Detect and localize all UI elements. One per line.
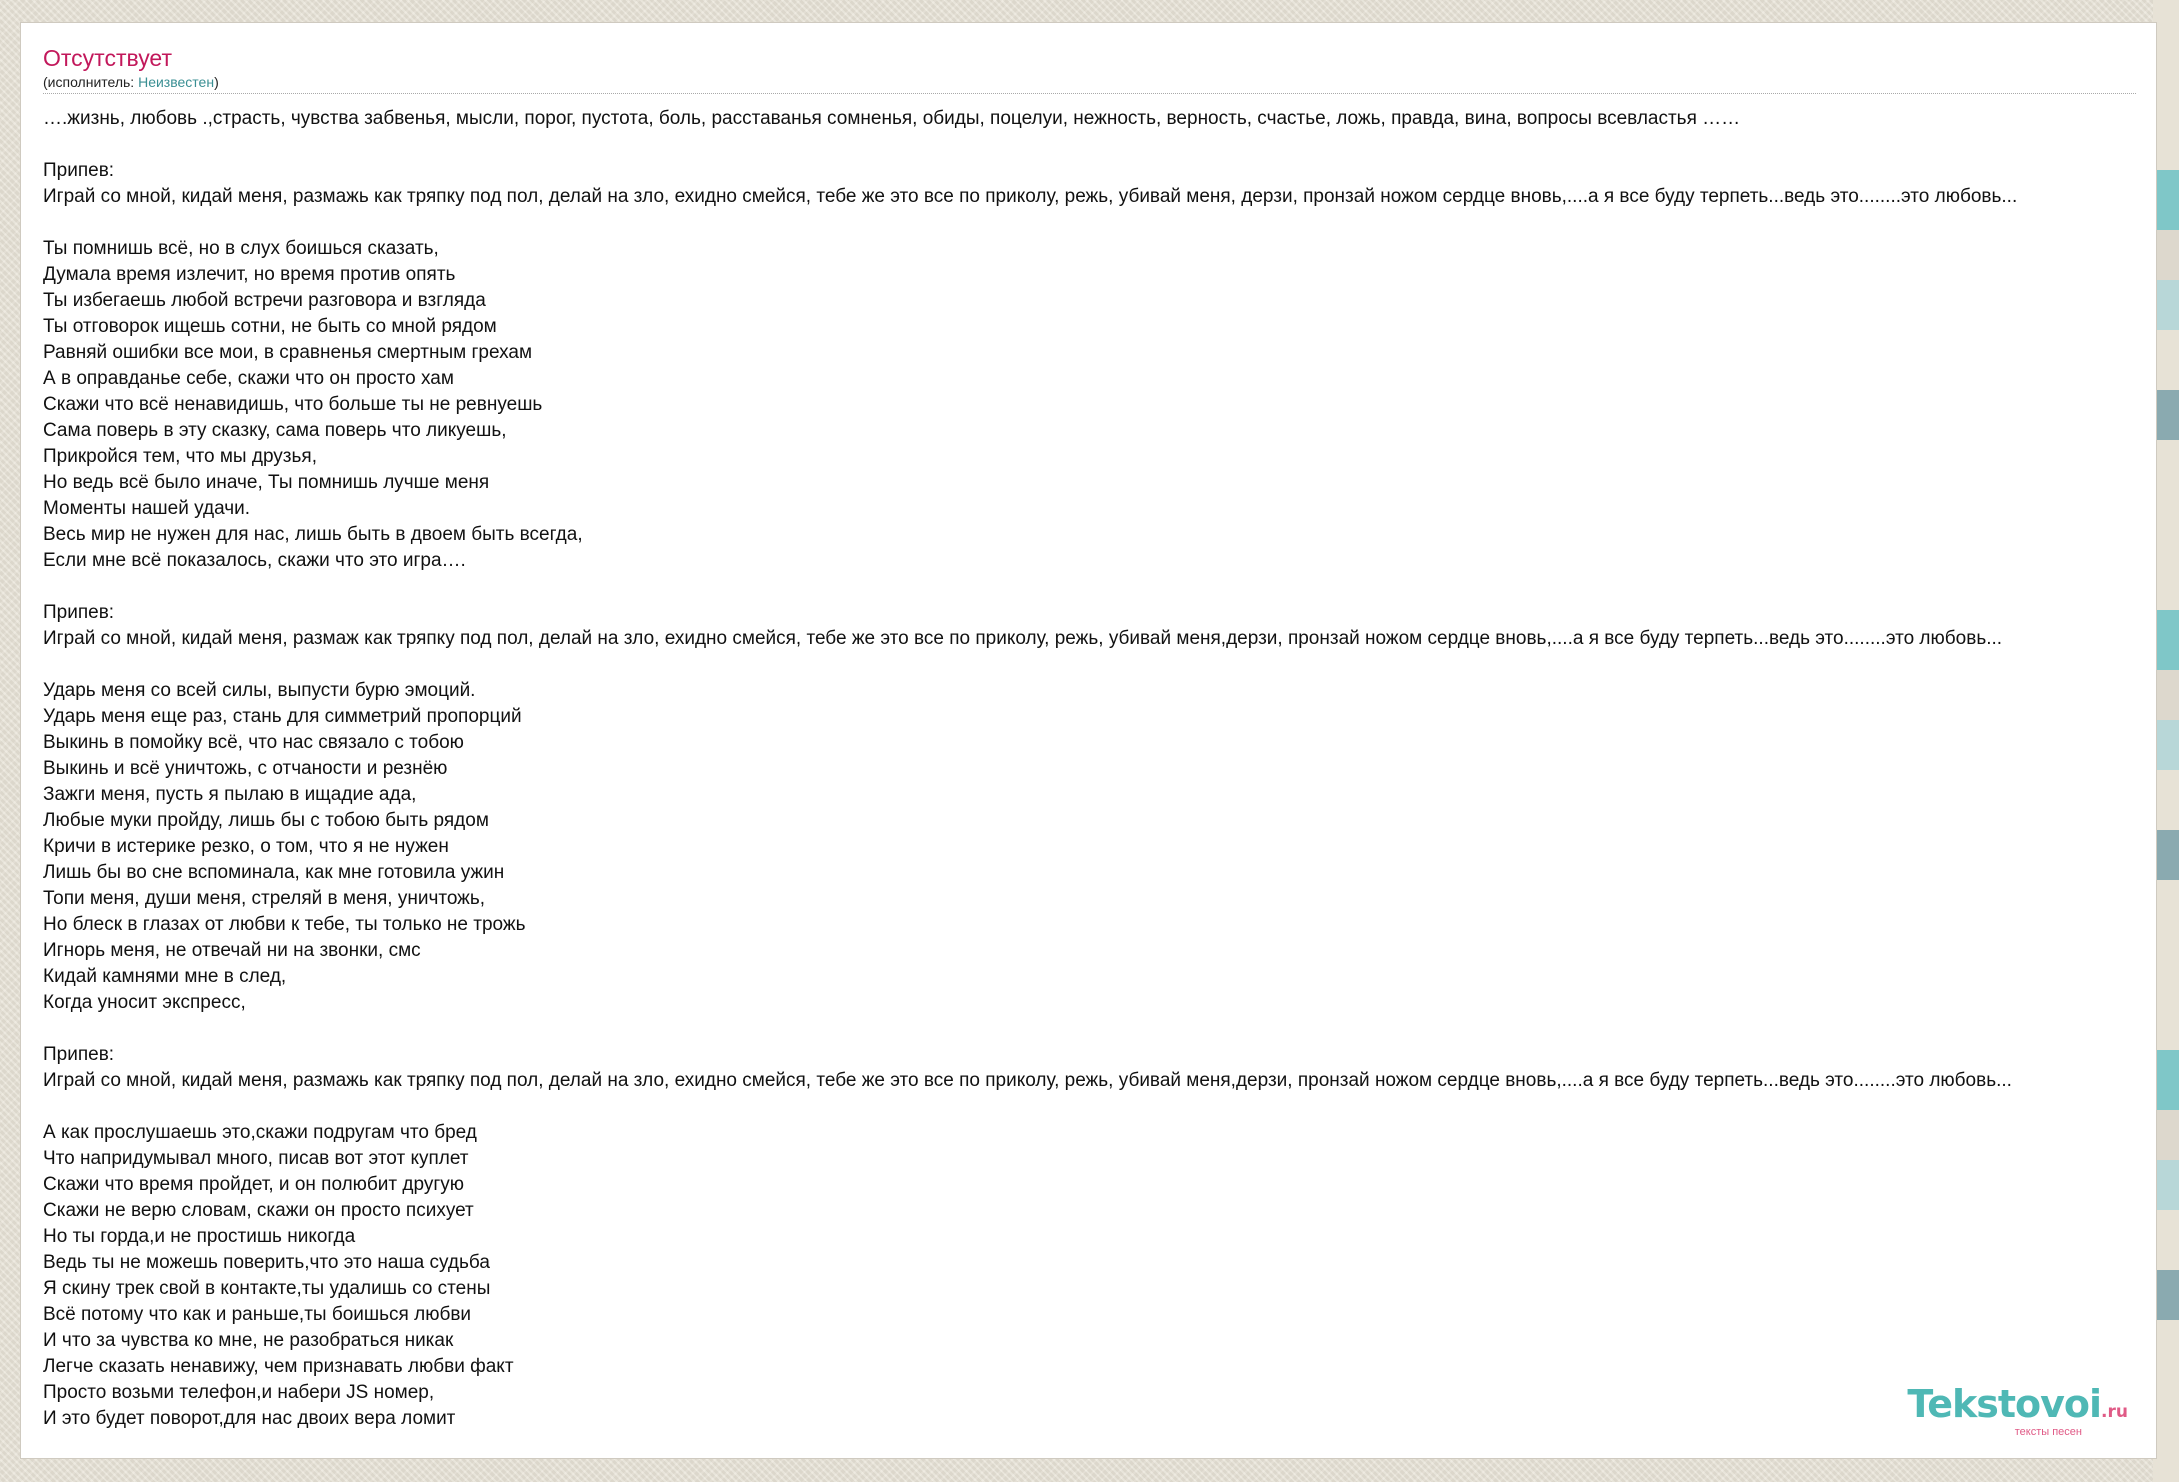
lyrics-line: Думала время излечит, но время против опять: [43, 264, 456, 285]
lyrics-line: Играй со мной, кидай меня, размаж как тряпку под пол, делай на зло, ехидно смейся, тебе же это все по приколу, режь, убивай меня,дерзи, пронзай ножом сердце вновь,....а я все буду терпеть...ведь это........это любовь...: [43, 628, 2003, 649]
lyrics-line: Ты избегаешь любой встречи разговора и взгляда: [43, 290, 486, 311]
lyrics-line: Игнорь меня, не отвечай ни на звонки, смс: [43, 940, 421, 961]
lyrics-line: Ударь меня со всей силы, выпусти бурю эмоций.: [43, 680, 476, 701]
lyrics-line: Скажи что всё ненавидишь, что больше ты не ревнуешь: [43, 394, 543, 415]
lyrics-line: Припев:: [43, 160, 115, 181]
lyrics-line: Зажги меня, пусть я пылаю в ищадие ада,: [43, 784, 417, 805]
lyrics-line: Ты отговорок ищешь сотни, не быть со мной рядом: [43, 316, 497, 337]
song-title: Отсутствует: [43, 45, 172, 71]
lyrics-line: Легче сказать ненавижу, чем признавать любви факт: [43, 1356, 514, 1377]
lyrics-line: И что за чувства ко мне, не разобраться никак: [43, 1330, 454, 1351]
lyrics-line: Что напридумывал много, писав вот этот куплет: [43, 1148, 469, 1169]
lyrics-line: Скажи что время пройдет, и он полюбит другую: [43, 1174, 465, 1195]
site-logo[interactable]: [1907, 1384, 2128, 1438]
lyrics-line: Моменты нашей удачи.: [43, 498, 251, 519]
logo-name: Tekstovoi: [1907, 1382, 2102, 1426]
lyrics-line: Ведь ты не можешь поверить,что это наша судьба: [43, 1252, 490, 1273]
lyrics-line: Но ведь всё было иначе, Ты помнишь лучше меня: [43, 472, 490, 493]
logo-tld: .ru: [2101, 1402, 2128, 1422]
lyrics-line: Равняй ошибки все мои, в сравненья смертным грехам: [43, 342, 533, 363]
lyrics-line: Ты помнишь всё, но в слух боишься сказать,: [43, 238, 439, 259]
lyrics-line: Лишь бы во сне вспоминала, как мне готовила ужин: [43, 862, 505, 883]
lyrics-line: Любые муки пройду, лишь бы с тобою быть рядом: [43, 810, 489, 831]
lyrics-line: Я скину трек свой в контакте,ты удалишь со стены: [43, 1278, 491, 1299]
lyrics-line: Играй со мной, кидай меня, размажь как тряпку под пол, делай на зло, ехидно смейся, тебе же это все по приколу, режь, убивай меня, дерзи, пронзай ножом сердце вновь,....а я все буду терпеть...ведь это........это любовь...: [43, 186, 2018, 207]
lyrics-blank-line: [43, 132, 2136, 158]
lyrics-content: [43, 43, 2136, 1432]
lyrics-line: Припев:: [43, 602, 115, 623]
lyrics-line: Выкинь и всё уничтожь, с отчаности и резнёю: [43, 758, 448, 779]
lyrics-line: Ударь меня еще раз, стань для симметрий пропорций: [43, 706, 522, 727]
lyrics-line: И это будет поворот,для нас двоих вера ломит: [43, 1408, 456, 1429]
lyrics-line: Кричи в истерике резко, о том, что я не нужен: [43, 836, 449, 857]
lyrics-line: Сама поверь в эту сказку, сама поверь что ликуешь,: [43, 420, 507, 441]
lyrics-line: Если мне всё показалось, скажи что это игра….: [43, 550, 466, 571]
lyrics-line: ….жизнь, любовь .,страсть, чувства забвенья, мысли, порог, пустота, боль, расставанья сомненья, обиды, поцелуи, нежность, верность, счастье, ложь, правда, вина, вопросы всевластья ……: [43, 108, 1741, 129]
lyrics-line: А в оправданье себе, скажи что он просто хам: [43, 368, 454, 389]
lyrics-line: Всё потому что как и раньше,ты боишься любви: [43, 1304, 472, 1325]
lyrics-blank-line: [43, 1094, 2136, 1120]
lyrics-line: Весь мир не нужен для нас, лишь быть в двоем быть всегда,: [43, 524, 583, 545]
lyrics-line: Топи меня, души меня, стреляй в меня, уничтожь,: [43, 888, 486, 909]
byline-prefix: (исполнитель:: [43, 74, 139, 90]
lyrics-blank-line: [43, 574, 2136, 600]
logo-tagline: тексты песен: [2014, 1426, 2082, 1438]
lyrics-card: [20, 22, 2157, 1459]
lyrics-blank-line: [43, 210, 2136, 236]
lyrics-line: Выкинь в помойку всё, что нас связало с тобою: [43, 732, 464, 753]
lyrics-line: Когда уносит экспресс,: [43, 992, 246, 1013]
lyrics-line: Играй со мной, кидай меня, размажь как тряпку под пол, делай на зло, ехидно смейся, тебе же это все по приколу, режь, убивай меня,дерзи, пронзай ножом сердце вновь,....а я все буду терпеть...ведь это........это любовь...: [43, 1070, 2012, 1091]
title-separator: [43, 93, 2136, 94]
lyrics-blank-line: [43, 1016, 2136, 1042]
artist-byline: [43, 73, 2136, 91]
byline-suffix: ): [214, 74, 219, 90]
lyrics-line: Кидай камнями мне в след,: [43, 966, 287, 987]
lyrics-text: [43, 106, 2136, 1432]
lyrics-line: Но блеск в глазах от любви к тебе, ты только не трожь: [43, 914, 526, 935]
logo-wordmark: [1907, 1384, 2128, 1432]
artist-link[interactable]: Неизвестен: [138, 74, 215, 90]
lyrics-line: Прикройся тем, что мы друзья,: [43, 446, 317, 467]
lyrics-line: Но ты горда,и не простишь никогда: [43, 1226, 356, 1247]
lyrics-line: Скажи не верю словам, скажи он просто психует: [43, 1200, 474, 1221]
lyrics-blank-line: [43, 652, 2136, 678]
lyrics-line: Просто возьми телефон,и набери JS номер,: [43, 1382, 435, 1403]
lyrics-line: Припев:: [43, 1044, 115, 1065]
lyrics-line: А как прослушаешь это,скажи подругам что бред: [43, 1122, 477, 1143]
